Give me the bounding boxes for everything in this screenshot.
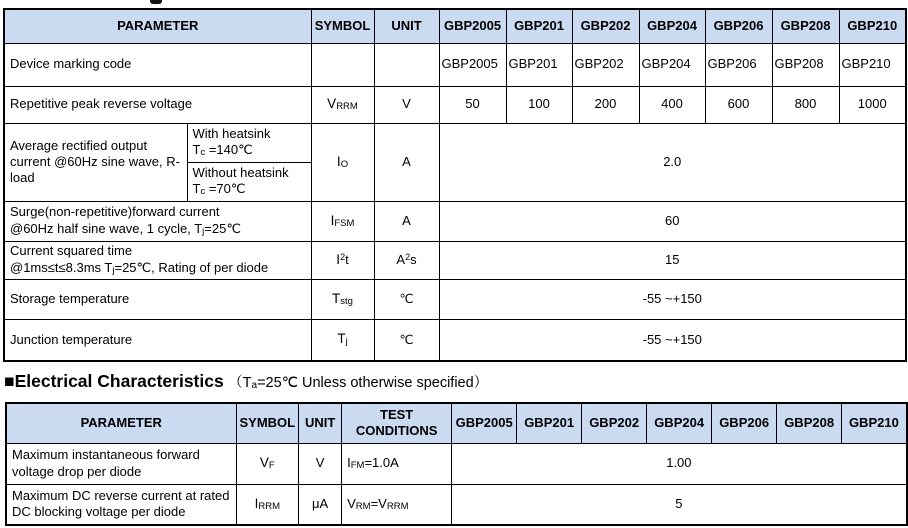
- symbol-main: V: [327, 96, 337, 112]
- value-cell: GBP2005: [439, 43, 506, 86]
- condition-line1: With heatsink: [192, 125, 271, 141]
- parameter-line2: @1ms≤t≤8.3ms Tj=25℃, Rating of per diode: [10, 259, 269, 276]
- symbol-cell: [236, 443, 299, 484]
- parameter-header-cell: PARAMETER: [4, 9, 311, 43]
- value-cell: 100: [506, 86, 572, 123]
- symbol-sub: F: [268, 460, 275, 472]
- unit-post: s: [410, 251, 417, 267]
- value-cell: GBP208: [772, 43, 839, 86]
- model-header-cell: GBP201: [506, 9, 572, 43]
- symbol-main: V: [259, 455, 269, 471]
- value-cell: 600: [705, 86, 772, 123]
- maximum-ratings-table: [3, 8, 907, 362]
- value-cell: GBP201: [506, 43, 572, 86]
- value-cell: GBP204: [639, 43, 705, 86]
- condition-line1: Without heatsink: [192, 164, 289, 180]
- symbol-main: I: [336, 153, 341, 169]
- value-cell: GBP206: [705, 43, 772, 86]
- test-conditions-header-cell: TEST CONDITIONS: [342, 403, 452, 443]
- symbol-main: I: [254, 495, 259, 511]
- value-cell: -55 ~+150: [439, 279, 906, 319]
- electrical-characteristics-table: [5, 402, 908, 526]
- symbol-sub: stg: [340, 295, 353, 307]
- parameter-line1: Current squared time: [10, 243, 133, 259]
- unit-cell: ℃: [374, 279, 439, 319]
- symbol-main: I: [336, 251, 341, 267]
- symbol-sub: j: [345, 336, 348, 348]
- unit-main: A: [396, 251, 406, 267]
- parameter-line2: @60Hz half sine wave, 1 cycle, Tj=25℃: [10, 220, 241, 237]
- parameter-cell: Repetitive peak reverse voltage: [4, 86, 311, 123]
- model-header-cell: GBP204: [639, 9, 705, 43]
- heatsink-condition-cell: [187, 123, 311, 162]
- section-title: ■Electrical Characteristics: [4, 371, 224, 391]
- symbol-header-cell: SYMBOL: [236, 403, 299, 443]
- model-header-cell: GBP2005: [439, 9, 506, 43]
- parameter-header-cell: PARAMETER: [6, 403, 236, 443]
- electrical-characteristics-heading: [4, 371, 488, 392]
- value-cell: 5: [452, 484, 907, 525]
- i2t-row: [4, 241, 906, 279]
- model-header-cell: GBP210: [839, 9, 906, 43]
- parameter-line1: Surge(non-repetitive)forward current: [10, 204, 220, 220]
- symbol-sub: O: [340, 158, 349, 170]
- model-header-cell: GBP2005: [452, 403, 517, 443]
- symbol-sub: FSM: [334, 217, 355, 229]
- cut-off-title-remnant: [150, 0, 162, 4]
- parameter-cell: [4, 201, 311, 241]
- ratings-header-row: [4, 9, 906, 43]
- parameter-cell: Average rectified output current @60Hz sine wave, R-load: [4, 123, 187, 201]
- model-header-cell: GBP208: [777, 403, 842, 443]
- model-header-cell: GBP206: [705, 9, 772, 43]
- model-header-cell: GBP204: [647, 403, 712, 443]
- symbol-main: T: [337, 331, 346, 347]
- device-marking-row: [4, 43, 906, 86]
- symbol-cell: [311, 319, 374, 361]
- model-header-cell: GBP202: [572, 9, 639, 43]
- tstg-row: [4, 279, 906, 319]
- parameter-cell: Maximum DC reverse current at rated DC blocking voltage per diode: [6, 484, 236, 525]
- value-cell: 800: [772, 86, 839, 123]
- symbol-cell: [311, 43, 374, 86]
- tj-row: [4, 319, 906, 361]
- model-header-cell: GBP208: [772, 9, 839, 43]
- symbol-cell: [311, 241, 374, 279]
- symbol-main: T: [332, 290, 341, 306]
- unit-header-cell: UNIT: [374, 9, 439, 43]
- test-condition-cell: VRM=VRRM: [342, 484, 452, 525]
- parameter-cell: Device marking code: [4, 43, 311, 86]
- value-cell: 60: [439, 201, 906, 241]
- unit-cell: A: [374, 123, 439, 201]
- condition-line2: Tc =140℃: [192, 142, 253, 159]
- symbol-cell: [311, 279, 374, 319]
- value-cell: 1.00: [452, 443, 907, 484]
- io-row-with-heatsink: [4, 123, 906, 162]
- condition-line2: Tc =70℃: [192, 181, 246, 198]
- parameter-cell: Junction temperature: [4, 319, 311, 361]
- unit-cell: μA: [299, 484, 342, 525]
- unit-cell: [374, 241, 439, 279]
- model-header-cell: GBP206: [712, 403, 777, 443]
- model-header-cell: GBP201: [517, 403, 582, 443]
- unit-sup: 2: [405, 251, 411, 262]
- value-cell: 200: [572, 86, 639, 123]
- model-header-cell: GBP202: [582, 403, 647, 443]
- symbol-cell: [311, 201, 374, 241]
- unit-cell: V: [299, 443, 342, 484]
- symbol-header-cell: SYMBOL: [311, 9, 374, 43]
- symbol-cell: [236, 484, 299, 525]
- vf-row: [6, 443, 907, 484]
- symbol-cell: [311, 86, 374, 123]
- section-condition: （Ta=25℃ Unless otherwise specified）: [228, 375, 489, 391]
- unit-cell: V: [374, 86, 439, 123]
- parameter-cell: [4, 241, 311, 279]
- unit-cell: ℃: [374, 319, 439, 361]
- irrm-row: [6, 484, 907, 525]
- symbol-post: t: [345, 251, 349, 267]
- value-cell: -55 ~+150: [439, 319, 906, 361]
- model-header-cell: GBP210: [842, 403, 907, 443]
- unit-cell: [374, 43, 439, 86]
- symbol-cell: [311, 123, 374, 201]
- unit-header-cell: UNIT: [299, 403, 342, 443]
- ifsm-row: [4, 201, 906, 241]
- value-cell: GBP210: [839, 43, 906, 86]
- heatsink-condition-cell: [187, 162, 311, 201]
- parameter-cell: Storage temperature: [4, 279, 311, 319]
- symbol-sub: RRM: [258, 500, 281, 512]
- value-cell: GBP202: [572, 43, 639, 86]
- unit-cell: A: [374, 201, 439, 241]
- value-cell: 400: [639, 86, 705, 123]
- test-condition-cell: IFM=1.0A: [342, 443, 452, 484]
- value-cell: 50: [439, 86, 506, 123]
- value-cell: 15: [439, 241, 906, 279]
- value-cell: 2.0: [439, 123, 906, 201]
- vrrm-row: [4, 86, 906, 123]
- elec-header-row: [6, 403, 907, 443]
- symbol-sub: RRM: [336, 101, 358, 113]
- symbol-sup: 2: [340, 251, 346, 262]
- value-cell: 1000: [839, 86, 906, 123]
- symbol-main: I: [330, 212, 335, 228]
- parameter-cell: Maximum instantaneous forward voltage drop per diode: [6, 443, 236, 484]
